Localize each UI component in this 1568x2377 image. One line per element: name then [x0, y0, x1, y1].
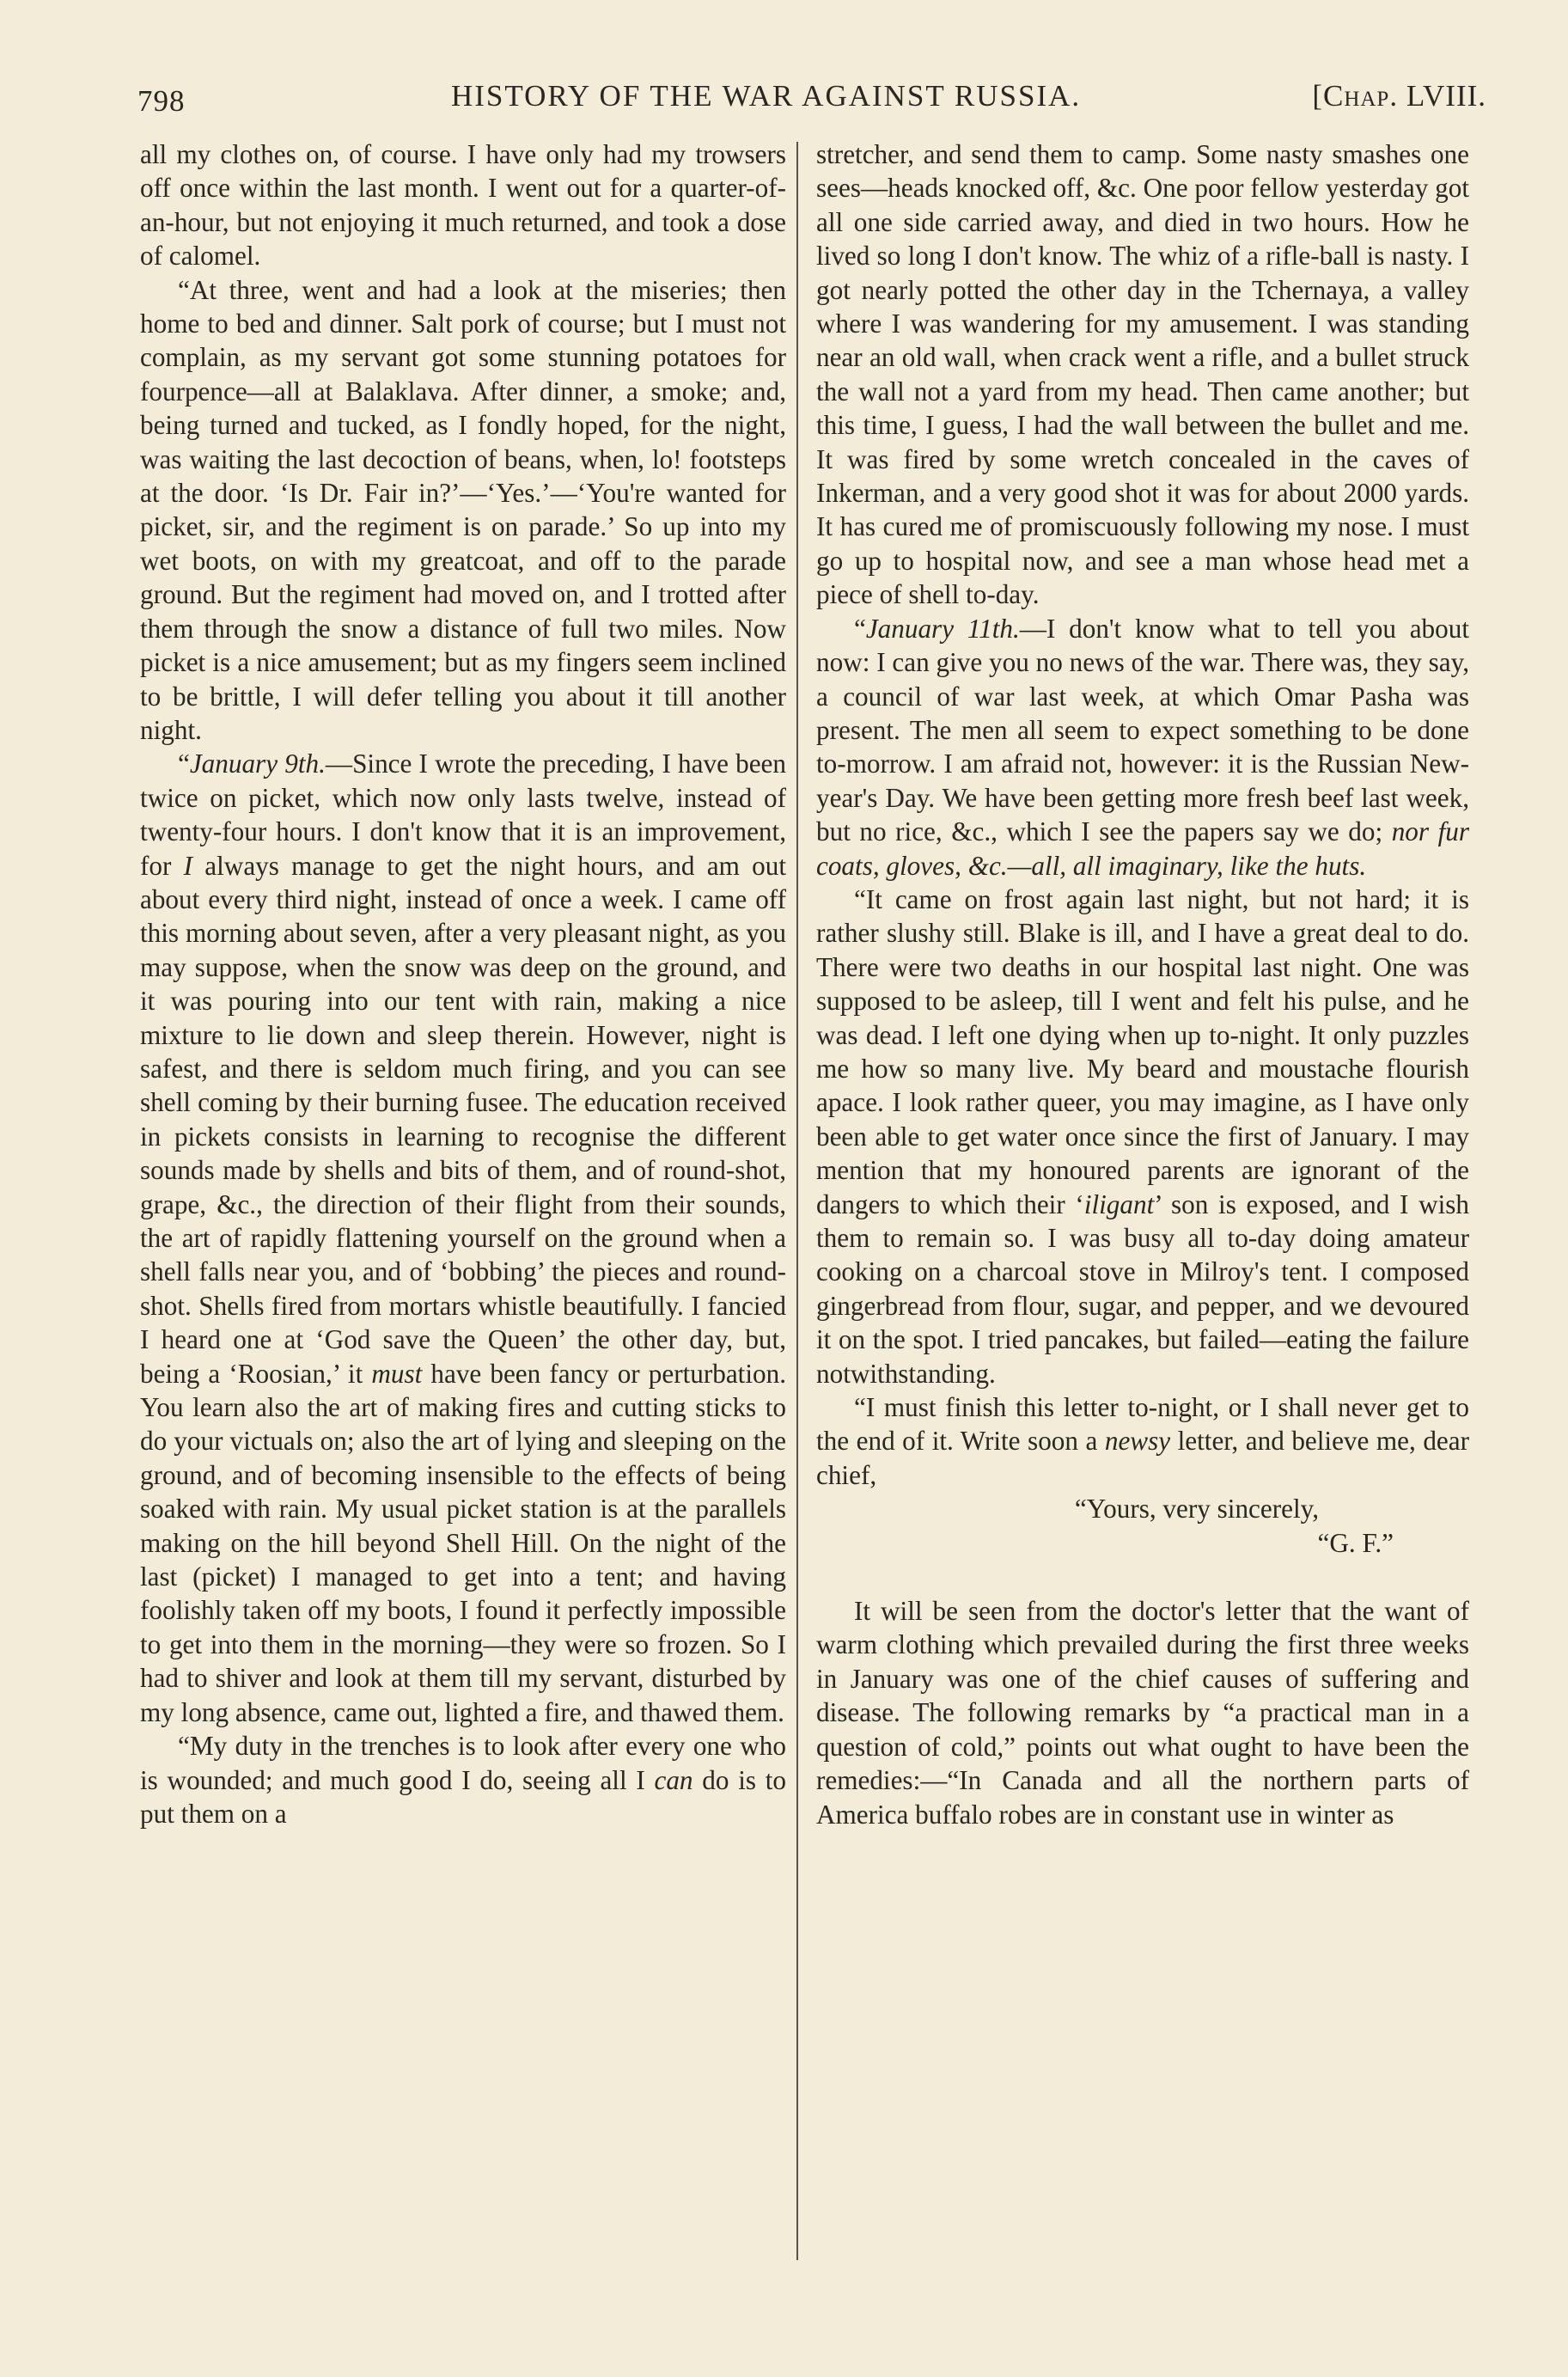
- text-run: “It came on frost again last night, but not hard; it is rather slushy still. Blake is ill, and I have a great deal to do. There were two deaths in our hospital last night. One was supposed to be asleep, till I went and felt his pulse, and he was dead. I left one dying when up to-night. It only puzzles me how so many live. My beard and moustache flourish apace. I look rather queer, you may imagine, as I have only been able to get water once since the first of January. I may mention that my honoured parents are ignorant of the dangers to which their ‘: [816, 883, 1469, 1219]
- text-run: ’ son is exposed, and I wish them to remain so. I was busy all to-day doing amateur cooking on a charcoal stove in Milroy's tent. I composed gingerbread from flour, sugar, and pepper, and we devoured it on the spot. I tried pancakes, but failed—eating the failure notwithstanding.: [816, 1188, 1469, 1389]
- page-number: 798: [137, 84, 186, 118]
- text-run: do is to put them on a: [140, 1764, 786, 1829]
- text-run: always manage to get the night hours, and am out about every third night, instead of once a week. I came off this morning about seven, after a very pleasant night, as you may suppose, when the snow was deep on the ground, and it was pouring into our tent with rain, making a nice mixture to lie down and sleep therein. However, night is safest, and there is seldom much firing, and you can see shell coming by their burning fusee. The education received in pickets consists in learning to recognise the different sounds made by shells and bits of them, and of round-shot, grape, &c., the direction of their flight from their sounds, the art of rapidly flattening yourself on the ground when a shell falls near you, and of ‘bobbing’ the pieces and round-shot. Shells fired from mortars whistle beautifully. I fancied I heard one at ‘God save the Queen’ the other day, but, being a ‘Roosian,’ it: [140, 850, 786, 1389]
- text-run: “I must finish this letter to-night, or I shall never get to the end of it. Write soon a: [816, 1392, 1469, 1457]
- text-run: have been fancy or perturbation. You learn also the art of making fires and cutting sticks to do your victuals on; also the art of lying and sleeping on the ground, and of becoming insensible to the effects of being soaked with rain. My usual picket station is at the parallels making on the hill beyond Shell Hill. On the night of the last (picket) I managed to get into a tent; and having foolishly taken off my boots, I found it perfectly impossible to get into them in the morning—they were so frozen. So I had to shiver and look at them till my servant, disturbed by my long absence, came out, lighted a fire, and thawed them.: [140, 1358, 786, 1727]
- paragraph: [816, 612, 1469, 883]
- text-run: “My duty in the trenches is to look after every one who is wounded; and much good I do, seeing all I: [140, 1731, 786, 1795]
- emphasis: I: [183, 850, 193, 881]
- running-title: HISTORY OF THE WAR AGAINST RUSSIA.: [451, 79, 1082, 113]
- text-run: letter, and believe me, dear chief,: [816, 1426, 1469, 1490]
- right-column: [816, 137, 1469, 1831]
- paragraph: [140, 1729, 786, 1830]
- text-run: —Since I wrote the preceding, I have been twice on picket, which now only lasts twelve, instead of twenty-four hours. I don't know that it is an improvement, for: [140, 749, 786, 881]
- text-run: —I don't know what to tell you about now: I can give you no news of the war. There was, they say, a council of war last week, at which Omar Pasha was present. The men all seem to expect something to be done to-morrow. I am afraid not, however: it is the Russian New-year's Day. We have been getting more fresh beef last week, but no rice, &c., which I see the papers say we do;: [816, 613, 1470, 847]
- paragraph: stretcher, and send them to camp. Some nasty smashes one sees—heads knocked off, &c. One poor fellow yesterday got all one side carried away, and died in two hours. How he lived so long I don't know. The whiz of a rifle-ball is nasty. I got nearly potted the other day in the Tchernaya, a valley where I was wandering for my amusement. I was standing near an old wall, when crack went a rifle, and a bullet struck the wall not a yard from my head. Then came another; but this time, I guess, I had the wall between the bullet and me. It was fired by some wretch concealed in the caves of Inkerman, and a very good shot it was for about 2000 yards. It has cured me of promiscuously following my nose. I must go up to hospital now, and see a man whose head met a piece of shell to-day.: [816, 139, 1469, 610]
- column-divider: [796, 142, 798, 2260]
- emphasis: iligant: [1083, 1188, 1155, 1219]
- paragraph: “At three, went and had a look at the miseries; then home to bed and dinner. Salt pork of course; but I must not complain, as my servant got some stunning potatoes for fourpence—all at Balaklava. After dinner, a smoke; and, being turned and tucked, as I fondly hoped, for the night, was waiting the last decoction of beans, when, lo! footsteps at the door. ‘Is Dr. Fair in?’—‘Yes.’—‘You're wanted for picket, sir, and the regiment is on parade.’ So up into my wet boots, on with my greatcoat, and off to the parade ground. But the regiment had moved on, and I trotted after them through the snow a distance of full two miles. Now picket is a nice amusement; but as my fingers seem inclined to be brittle, I will defer telling you about it till another night.: [140, 274, 786, 745]
- letter-signature: “G. F.”: [1317, 1527, 1394, 1558]
- emphasis: newsy: [1104, 1426, 1171, 1457]
- chapter-label: [Chap. LVIII.: [1312, 79, 1486, 113]
- emphasis: must: [371, 1358, 423, 1389]
- quote-mark: “: [178, 749, 190, 779]
- left-column: [140, 137, 786, 1830]
- letter-closing: “Yours, very sincerely,: [1074, 1494, 1319, 1525]
- page-header: [137, 72, 1486, 124]
- letter-date: January 11th.: [865, 613, 1020, 644]
- paragraph: It will be seen from the doctor's letter that the want of warm clothing which prevailed during the first three weeks in January was one of the chief causes of suffering and disease. The following remarks by “a practical man in a question of cold,” points out what ought to have been the remedies:—“In Canada and all the northern parts of America buffalo robes are in constant use in winter as: [816, 1596, 1469, 1830]
- emphasis: can: [654, 1764, 693, 1795]
- letter-date: January 9th.: [189, 749, 326, 779]
- paragraph: [816, 883, 1469, 1390]
- paragraph: [816, 1390, 1469, 1492]
- quote-mark: “: [854, 613, 866, 644]
- paragraph: all my clothes on, of course. I have only had my trowsers off once within the last month. I went out for a quarter-of-an-hour, but not enjoying it much returned, and took a dose of calomel.: [140, 139, 786, 272]
- paragraph: [140, 747, 786, 1729]
- emphasis: nor fur coats, gloves, &c.—all, all imaginary, like the huts.: [816, 816, 1469, 881]
